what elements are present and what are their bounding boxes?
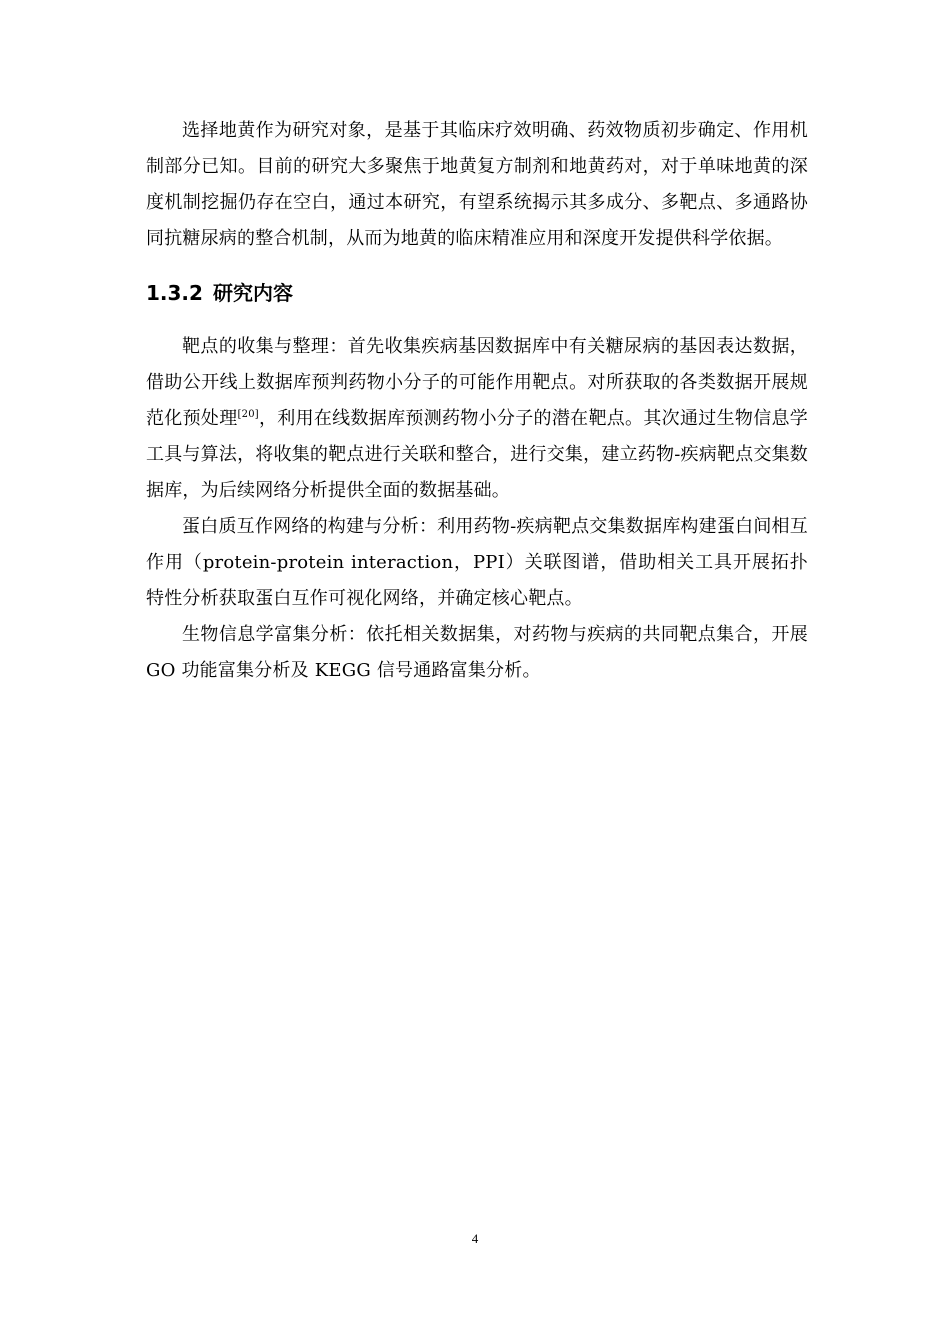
paragraph-enrichment: 生物信息学富集分析：依托相关数据集，对药物与疾病的共同靶点集合，开展 GO 功能富集分析及 KEGG 信号通路富集分析。 bbox=[146, 624, 808, 681]
section-heading bbox=[146, 275, 808, 311]
paragraph-text: ，利用在线数据库预测药物小分子的潜在靶点。其次通过生物信息学工具与算法，将收集的靶点进行关联和整合，进行交集，建立药物-疾病靶点交集数据库，为后续网络分析提供全面的数据基础。 bbox=[146, 408, 809, 501]
page-number: 4 bbox=[471, 1231, 479, 1246]
paragraph-text: 靶点的收集与整理：首先收集疾病基因数据库中有关糖尿病的基因表达数据，借助公开线上数据库预判药物小分子的可能作用靶点。对所获取的各类数据开展规范化预处理 bbox=[146, 336, 808, 429]
citation-ref: [20] bbox=[237, 409, 259, 420]
paragraph-target-collection bbox=[146, 329, 808, 509]
section-title: 研究内容 bbox=[212, 281, 293, 305]
paragraph-ppi-network: 蛋白质互作网络的构建与分析：利用药物-疾病靶点交集数据库构建蛋白间相互作用（protein-protein interaction，PPI）关联图谱，借助相关工具开展拓扑特性分析获取蛋白互作可视化网络，并确定核心靶点。 bbox=[146, 516, 808, 609]
intro-paragraph: 选择地黄作为研究对象，是基于其临床疗效明确、药效物质初步确定、作用机制部分已知。目前的研究大多聚焦于地黄复方制剂和地黄药对，对于单味地黄的深度机制挖掘仍存在空白，通过本研究，有望系统揭示其多成分、多靶点、多通路协同抗糖尿病的整合机制，从而为地黄的临床精准应用和深度开发提供科学依据。 bbox=[146, 120, 808, 249]
section-number: 1.3.2 bbox=[146, 281, 203, 305]
page-body bbox=[146, 113, 808, 689]
